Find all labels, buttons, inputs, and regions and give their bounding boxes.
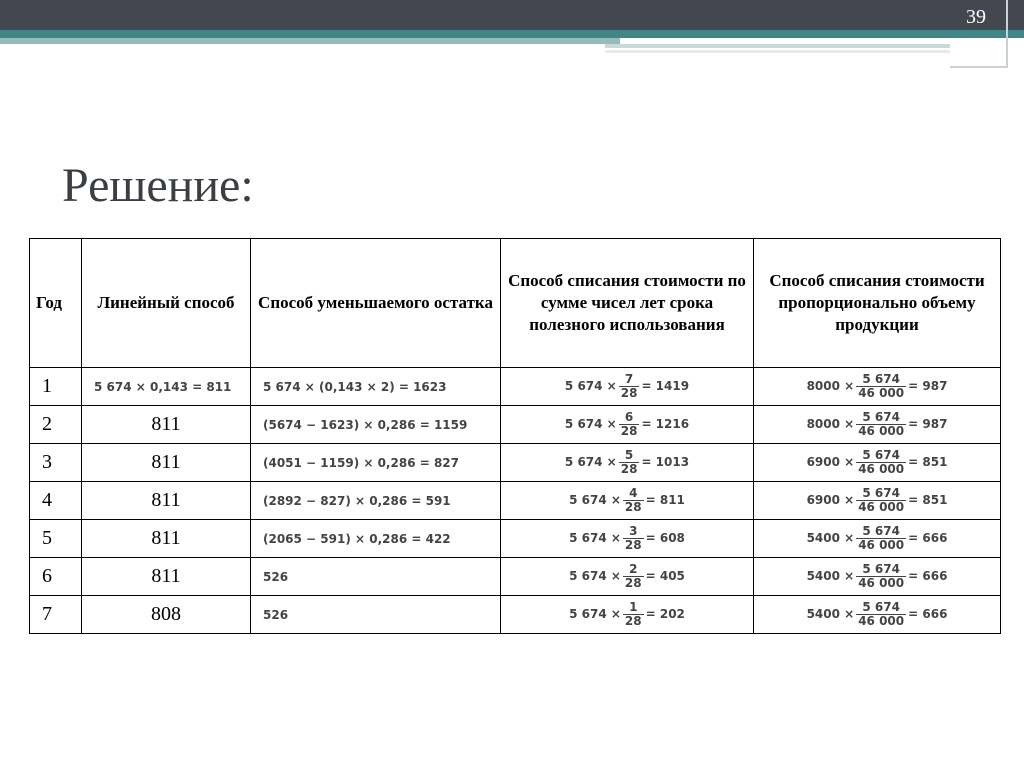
- cell-declining: (5674 − 1623) × 0,286 = 1159: [251, 406, 501, 444]
- fraction-denominator: 46 000: [858, 462, 905, 476]
- table-row: [30, 444, 1001, 482]
- cell-units: [754, 520, 1001, 558]
- fraction-numerator: 5 674: [862, 372, 900, 386]
- cell-linear: 811: [82, 406, 251, 444]
- formula-result: = 608: [645, 531, 685, 545]
- fraction: [619, 373, 640, 400]
- cell-sum-years: [501, 368, 754, 406]
- formula-prefix: 5 674 ×: [569, 607, 621, 621]
- table-row: [30, 368, 1001, 406]
- fraction-numerator: 7: [624, 372, 634, 386]
- fraction-denominator: 46 000: [858, 538, 905, 552]
- formula-result: = 1013: [641, 455, 690, 469]
- formula-result: = 202: [645, 607, 685, 621]
- fraction-denominator: 28: [624, 538, 642, 552]
- cell-sum-years: [501, 558, 754, 596]
- cell-sum-years: [501, 520, 754, 558]
- fraction-denominator: 46 000: [858, 500, 905, 514]
- formula-result: = 851: [908, 455, 948, 469]
- cell-year: 7: [30, 596, 82, 634]
- formula-prefix: 5400 ×: [806, 569, 855, 583]
- formula-result: = 1419: [641, 379, 690, 393]
- header-sum-years: Способ списания стоимости по сумме чисел лет срока полезного использования: [501, 239, 754, 368]
- formula-prefix: 6900 ×: [806, 493, 855, 507]
- fraction-denominator: 46 000: [858, 576, 905, 590]
- formula-prefix: 6900 ×: [806, 455, 855, 469]
- cell-declining: 526: [251, 596, 501, 634]
- cell-linear: 811: [82, 520, 251, 558]
- fraction-denominator: 28: [624, 500, 642, 514]
- fraction-numerator: 4: [629, 486, 638, 500]
- formula-result: = 666: [908, 531, 948, 545]
- cell-sum-years: [501, 482, 754, 520]
- cell-year: 5: [30, 520, 82, 558]
- formula-result: = 405: [645, 569, 685, 583]
- formula-prefix: 5400 ×: [806, 607, 855, 621]
- formula-result: = 1216: [641, 417, 690, 431]
- cell-sum-years: [501, 406, 754, 444]
- cell-declining: (2892 − 827) × 0,286 = 591: [251, 482, 501, 520]
- fraction-numerator: 6: [624, 410, 634, 424]
- cell-year: 4: [30, 482, 82, 520]
- cell-units: [754, 596, 1001, 634]
- formula-result: = 987: [908, 417, 948, 431]
- fraction-denominator: 28: [620, 386, 638, 400]
- accent-line-faint: [605, 50, 950, 53]
- fraction: [856, 411, 906, 438]
- formula-prefix: 5 674 ×: [569, 569, 621, 583]
- cell-declining: 5 674 × (0,143 × 2) = 1623: [251, 368, 501, 406]
- slide-number: 39: [966, 6, 986, 28]
- cell-linear: 811: [82, 444, 251, 482]
- fraction: [619, 411, 640, 438]
- formula-prefix: 8000 ×: [806, 379, 855, 393]
- fraction: [856, 449, 906, 476]
- cell-units: [754, 558, 1001, 596]
- fraction-numerator: 5 674: [862, 600, 900, 614]
- cell-declining: 526: [251, 558, 501, 596]
- fraction-denominator: 46 000: [858, 424, 905, 438]
- header-units: Способ списания стоимости пропорционально объему продукции: [754, 239, 1001, 368]
- cell-linear: 811: [82, 558, 251, 596]
- fraction-numerator: 5 674: [862, 448, 900, 462]
- slide-title: Решение:: [62, 159, 254, 212]
- fraction: [856, 525, 906, 552]
- fraction-denominator: 46 000: [858, 614, 905, 628]
- table-row: [30, 558, 1001, 596]
- accent-stripe-light: [0, 38, 620, 44]
- fraction-numerator: 3: [629, 524, 638, 538]
- cell-linear: 5 674 × 0,143 = 811: [82, 368, 251, 406]
- header-bar: [0, 0, 1024, 30]
- table-row: [30, 482, 1001, 520]
- fraction-numerator: 1: [629, 600, 638, 614]
- cell-year: 3: [30, 444, 82, 482]
- formula-prefix: 5 674 ×: [569, 493, 621, 507]
- cell-units: [754, 444, 1001, 482]
- accent-line: [605, 44, 950, 48]
- fraction: [856, 563, 906, 590]
- fraction: [856, 601, 906, 628]
- formula-prefix: 5 674 ×: [569, 531, 621, 545]
- cell-year: 2: [30, 406, 82, 444]
- header-declining: Способ уменьшаемого остатка: [251, 239, 501, 368]
- cell-year: 6: [30, 558, 82, 596]
- formula-result: = 811: [645, 493, 685, 507]
- fraction: [856, 487, 906, 514]
- formula-result: = 987: [908, 379, 948, 393]
- formula-prefix: 8000 ×: [806, 417, 855, 431]
- fraction: [623, 487, 644, 514]
- table-row: [30, 406, 1001, 444]
- formula-prefix: 5 674 ×: [564, 417, 617, 431]
- cell-declining: (2065 − 591) × 0,286 = 422: [251, 520, 501, 558]
- cell-units: [754, 368, 1001, 406]
- table-header-row: [30, 239, 1001, 368]
- fraction: [623, 601, 644, 628]
- cell-linear: 811: [82, 482, 251, 520]
- fraction: [619, 449, 640, 476]
- fraction: [623, 525, 644, 552]
- fraction-denominator: 28: [620, 424, 638, 438]
- cell-year: 1: [30, 368, 82, 406]
- fraction-numerator: 5 674: [862, 524, 900, 538]
- cell-sum-years: [501, 596, 754, 634]
- fraction-numerator: 5: [624, 448, 634, 462]
- formula-prefix: 5400 ×: [806, 531, 855, 545]
- fraction-denominator: 28: [624, 614, 642, 628]
- fraction-numerator: 5 674: [862, 562, 900, 576]
- fraction-numerator: 2: [629, 562, 638, 576]
- header-year: Год: [30, 239, 82, 368]
- fraction-denominator: 28: [620, 462, 638, 476]
- depreciation-table: [29, 238, 1001, 634]
- cell-sum-years: [501, 444, 754, 482]
- cell-linear: 808: [82, 596, 251, 634]
- formula-result: = 666: [908, 607, 948, 621]
- fraction-denominator: 28: [624, 576, 642, 590]
- fraction: [856, 373, 906, 400]
- fraction: [623, 563, 644, 590]
- formula-prefix: 5 674 ×: [564, 455, 617, 469]
- fraction-denominator: 46 000: [858, 386, 905, 400]
- formula-result: = 666: [908, 569, 948, 583]
- fraction-numerator: 5 674: [862, 486, 900, 500]
- header-linear: Линейный способ: [82, 239, 251, 368]
- formula-prefix: 5 674 ×: [564, 379, 617, 393]
- cell-declining: (4051 − 1159) × 0,286 = 827: [251, 444, 501, 482]
- formula-result: = 851: [908, 493, 948, 507]
- cell-units: [754, 406, 1001, 444]
- table-row: [30, 596, 1001, 634]
- fraction-numerator: 5 674: [862, 410, 900, 424]
- accent-stripe: [0, 30, 1024, 38]
- cell-units: [754, 482, 1001, 520]
- table-row: [30, 520, 1001, 558]
